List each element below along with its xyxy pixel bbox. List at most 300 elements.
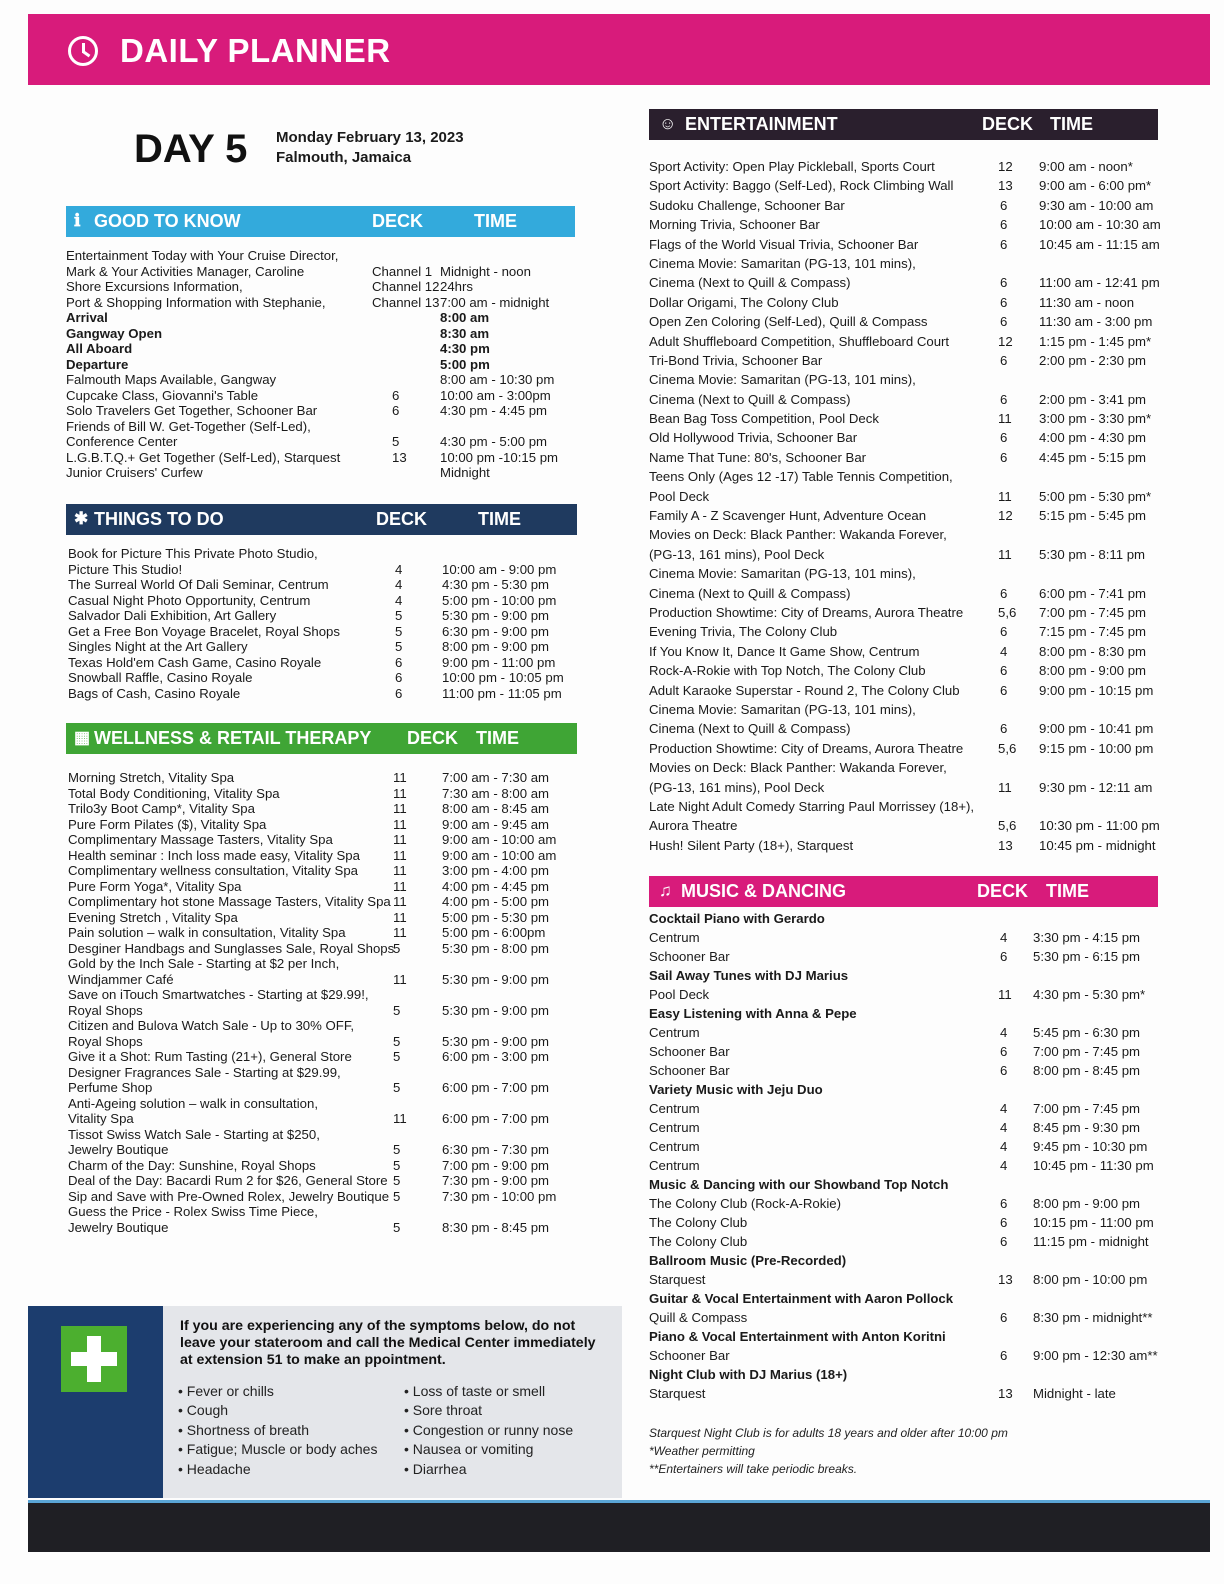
item-time: 5:30 pm - 9:00 pm xyxy=(442,971,550,987)
entertainment-header xyxy=(649,109,1158,140)
item-name: Guess the Price - Rolex Swiss Time Piece, xyxy=(68,1204,318,1219)
list-item xyxy=(649,1291,1158,1310)
item-time: 9:45 pm - 10:30 pm xyxy=(1033,1139,1148,1154)
symptom-text: • Cough xyxy=(178,1402,229,1419)
item-time: 7:30 am - 8:00 am xyxy=(442,785,550,801)
item-name: Complimentary Massage Tasters, Vitality Spa xyxy=(68,832,333,847)
symptom-text: • Diarrhea xyxy=(404,1460,467,1477)
item-name: Sail Away Tunes with DJ Marius xyxy=(649,968,849,983)
item-name: Adult Shuffleboard Competition, Shuffleboard Court xyxy=(649,333,950,349)
item-time: 6:00 pm - 7:41 pm xyxy=(1039,585,1147,601)
item-name: Cocktail Piano with Gerardo xyxy=(649,911,825,926)
item-name: Sudoku Challenge, Schooner Bar xyxy=(649,197,845,213)
item-name: Texas Hold'em Cash Game, Casino Royale xyxy=(68,654,322,670)
item-time: 7:30 pm - 10:00 pm xyxy=(442,1188,557,1204)
item-deck: 6 xyxy=(392,403,400,418)
item-name: Mark & Your Activities Manager, Caroline xyxy=(66,263,305,279)
list-item xyxy=(649,721,1158,740)
person-icon: ✱ xyxy=(74,509,89,528)
item-name: Family A - Z Scavenger Hunt, Adventure Ocean xyxy=(649,508,927,524)
list-item xyxy=(649,489,1158,508)
item-deck: 4 xyxy=(1000,1120,1008,1135)
item-time: 9:00 pm - 10:41 pm xyxy=(1039,721,1154,737)
item-name: Perfume Shop xyxy=(68,1080,153,1095)
list-item xyxy=(649,334,1158,353)
item-time: 2:00 pm - 2:30 pm xyxy=(1039,352,1147,368)
list-item xyxy=(68,546,577,562)
item-name: Pain solution – walk in consultation, Vitality Spa xyxy=(68,925,346,940)
item-name: Falmouth Maps Available, Gangway xyxy=(66,372,277,387)
item-time: 11:30 am - 3:00 pm xyxy=(1039,314,1153,330)
list-item xyxy=(649,1158,1158,1177)
item-deck: 4 xyxy=(1000,930,1008,945)
item-deck: 6 xyxy=(1000,236,1008,252)
list-item xyxy=(649,1253,1158,1272)
item-deck: 11 xyxy=(393,971,407,987)
item-deck: 13 xyxy=(392,449,407,465)
item-time: 10:30 pm - 11:00 pm xyxy=(1039,818,1160,834)
item-time: 9:00 am - 10:00 am xyxy=(442,847,557,863)
item-time: 7:30 pm - 9:00 pm xyxy=(442,1173,550,1188)
item-time: 7:15 pm - 7:45 pm xyxy=(1039,624,1147,640)
list-item xyxy=(649,314,1158,333)
list-item xyxy=(68,1111,577,1127)
item-name: Flags of the World Visual Trivia, Schooner Bar xyxy=(649,236,919,252)
symptom-text: • Fever or chills xyxy=(178,1383,274,1399)
item-deck: 11 xyxy=(393,909,407,925)
list-item xyxy=(68,832,577,848)
item-deck: 5 xyxy=(393,1188,401,1204)
list-item xyxy=(68,1204,577,1220)
item-time: 6:00 pm - 7:00 pm xyxy=(442,1111,550,1126)
item-deck: 12 xyxy=(998,159,1013,174)
list-item xyxy=(68,686,577,702)
item-time: 2:00 pm - 3:41 pm xyxy=(1039,391,1147,407)
item-deck: 13 xyxy=(998,178,1013,194)
item-time: 8:00 am - 10:30 pm xyxy=(440,372,555,387)
item-time: 3:30 pm - 4:15 pm xyxy=(1033,930,1141,945)
item-deck: 12 xyxy=(998,508,1013,524)
symptom-text: • Shortness of breath xyxy=(178,1421,309,1438)
list-item xyxy=(68,639,577,655)
item-deck: 11 xyxy=(998,411,1012,427)
symptom-text: • Nausea or vomiting xyxy=(404,1441,534,1458)
item-name: Snowball Raffle, Casino Royale xyxy=(68,670,253,685)
item-name: Salvador Dali Exhibition, Art Gallery xyxy=(68,608,277,623)
item-name: Tri-Bond Trivia, Schooner Bar xyxy=(649,352,823,368)
item-name: Production Showtime: City of Dreams, Aurora Theatre xyxy=(649,740,964,756)
list-item xyxy=(649,1386,1158,1405)
item-deck: 6 xyxy=(1000,1215,1008,1230)
item-name: Schooner Bar xyxy=(649,1063,730,1078)
list-item xyxy=(649,450,1158,469)
item-deck: 6 xyxy=(395,654,403,670)
item-time: 8:00 am - 8:45 am xyxy=(442,801,550,816)
item-name: Picture This Studio! xyxy=(68,561,183,577)
day-label: DAY 5 xyxy=(134,127,248,171)
item-deck: 6 xyxy=(1000,391,1008,407)
item-time: 8:00 pm - 9:00 pm xyxy=(1033,1196,1141,1211)
item-name: (PG-13, 161 mins), Pool Deck xyxy=(649,779,825,795)
symptom-item xyxy=(178,1440,377,1459)
time-header: TIME xyxy=(474,211,517,231)
item-time: 10:45 pm - 11:30 pm xyxy=(1033,1158,1154,1173)
item-name: Easy Listening with Anna & Pepe xyxy=(649,1006,857,1021)
item-name: Pure Form Yoga*, Vitality Spa xyxy=(68,878,242,894)
item-time: 6:00 pm - 7:00 pm xyxy=(442,1080,550,1095)
list-item xyxy=(68,1080,577,1096)
list-item xyxy=(649,1139,1158,1158)
item-time: 9:00 pm - 11:00 pm xyxy=(442,654,556,670)
item-deck: 11 xyxy=(393,847,407,863)
list-item xyxy=(68,817,577,833)
item-time: Midnight - noon xyxy=(440,263,531,279)
list-item xyxy=(649,1101,1158,1120)
item-deck: 4 xyxy=(1000,1101,1008,1116)
item-name: Departure xyxy=(66,356,129,372)
symptom-item xyxy=(178,1401,377,1420)
item-name: Gangway Open xyxy=(66,325,162,341)
symptom-text: • Headache xyxy=(178,1460,251,1477)
list-item xyxy=(649,605,1158,624)
item-deck: 11 xyxy=(393,925,407,940)
item-time: 8:00 pm - 9:00 pm xyxy=(1039,663,1147,679)
item-deck: 6 xyxy=(1000,1234,1008,1249)
list-item xyxy=(649,1215,1158,1234)
item-name: Starquest xyxy=(649,1272,706,1287)
item-deck: 6 xyxy=(1000,949,1008,964)
symptom-item xyxy=(404,1440,573,1459)
list-item xyxy=(649,547,1158,566)
item-name: Friends of Bill W. Get-Together (Self-Led), xyxy=(66,418,311,434)
clock-icon xyxy=(68,36,98,66)
list-item xyxy=(66,372,575,388)
symptom-item xyxy=(178,1382,377,1401)
item-deck: 11 xyxy=(998,987,1012,1002)
list-item xyxy=(649,799,1158,818)
item-deck: 11 xyxy=(393,1111,407,1126)
item-deck: 6 xyxy=(1000,352,1008,368)
wellness-list xyxy=(68,770,577,1235)
item-deck: 6 xyxy=(1000,585,1008,601)
item-deck: 6 xyxy=(1000,1044,1008,1059)
item-name: Casual Night Photo Opportunity, Centrum xyxy=(68,592,311,608)
item-time: 5:45 pm - 6:30 pm xyxy=(1033,1025,1141,1040)
item-deck: 13 xyxy=(998,1386,1013,1401)
symptom-text: • Congestion or runny nose xyxy=(404,1421,574,1438)
item-time: 10:15 pm - 11:00 pm xyxy=(1033,1215,1154,1230)
list-item xyxy=(68,624,577,640)
list-item xyxy=(68,1003,577,1019)
list-item xyxy=(649,949,1158,968)
item-time: Midnight xyxy=(440,465,490,480)
footnote: *Weather permitting xyxy=(649,1444,755,1458)
item-name: Schooner Bar xyxy=(649,1348,730,1363)
list-item xyxy=(68,910,577,926)
item-deck: 11 xyxy=(393,894,407,909)
item-name: Movies on Deck: Black Panther: Wakanda Forever, xyxy=(649,527,947,543)
things-to-do-header xyxy=(66,504,577,535)
item-name: Dollar Origami, The Colony Club xyxy=(649,294,839,310)
item-name: Guitar & Vocal Entertainment with Aaron Pollock xyxy=(649,1291,954,1306)
list-item xyxy=(649,1063,1158,1082)
item-name: Name That Tune: 80's, Schooner Bar xyxy=(649,449,867,465)
section-title: MUSIC & DANCING xyxy=(681,881,846,901)
list-item xyxy=(649,780,1158,799)
item-deck: 5 xyxy=(392,434,400,449)
item-time: 4:30 pm - 4:45 pm xyxy=(440,403,548,418)
item-time: 6:30 pm - 7:30 pm xyxy=(442,1142,550,1157)
spa-icon: ▦ xyxy=(74,728,91,747)
item-name: Anti-Ageing solution – walk in consultation, xyxy=(68,1095,318,1111)
item-name: Schooner Bar xyxy=(649,1044,730,1059)
info-icon: ℹ xyxy=(74,211,81,230)
item-name: Movies on Deck: Black Panther: Wakanda Forever, xyxy=(649,760,947,776)
item-time: 8:30 am xyxy=(440,325,490,341)
item-time: 5:30 pm - 9:00 pm xyxy=(442,1002,550,1018)
item-name: Cinema Movie: Samaritan (PG-13, 101 mins), xyxy=(649,566,916,582)
item-time: 8:45 pm - 9:30 pm xyxy=(1033,1120,1141,1135)
item-name: Gold by the Inch Sale - Starting at $2 per Inch, xyxy=(68,956,340,971)
list-item xyxy=(68,1189,577,1205)
item-name: Solo Travelers Get Together, Schooner Bar xyxy=(66,403,318,418)
section-title: THINGS TO DO xyxy=(94,509,224,529)
item-name: Give it a Shot: Rum Tasting (21+), General Store xyxy=(68,1049,352,1064)
item-name: Shore Excursions Information, xyxy=(66,279,243,294)
symptom-item xyxy=(404,1460,573,1479)
symptom-text: • Loss of taste or smell xyxy=(404,1383,546,1399)
list-item xyxy=(68,1065,577,1081)
list-item xyxy=(68,956,577,972)
symptom-item xyxy=(404,1421,573,1440)
item-time: 11:30 am - noon xyxy=(1039,294,1135,310)
list-item xyxy=(649,430,1158,449)
list-item xyxy=(649,1196,1158,1215)
item-time: 9:30 pm - 12:11 am xyxy=(1039,779,1153,795)
item-name: Cinema (Next to Quill & Compass) xyxy=(649,275,851,291)
item-deck: 6 xyxy=(1000,1310,1008,1325)
item-name: Evening Trivia, The Colony Club xyxy=(649,624,838,640)
item-name: Total Body Conditioning, Vitality Spa xyxy=(68,785,280,801)
item-deck: 13 xyxy=(998,837,1013,853)
list-item xyxy=(649,1120,1158,1139)
item-deck: 11 xyxy=(393,878,407,894)
list-item xyxy=(649,275,1158,294)
medical-notice xyxy=(28,1306,622,1498)
item-deck: 11 xyxy=(393,816,407,832)
item-name: Morning Stretch, Vitality Spa xyxy=(68,770,235,785)
item-name: Save on iTouch Smartwatches - Starting at $29.99!, xyxy=(68,987,369,1002)
list-item xyxy=(649,1329,1158,1348)
item-time: 4:30 pm - 5:30 pm xyxy=(442,577,550,592)
item-deck: 5 xyxy=(395,639,403,654)
item-name: Cinema Movie: Samaritan (PG-13, 101 mins), xyxy=(649,255,916,271)
list-item xyxy=(68,925,577,941)
item-deck: 6 xyxy=(1000,197,1008,213)
item-deck: 5 xyxy=(393,1142,401,1157)
item-time: 5:15 pm - 5:45 pm xyxy=(1039,508,1147,524)
item-name: Hush! Silent Party (18+), Starquest xyxy=(649,837,854,853)
item-name: Bags of Cash, Casino Royale xyxy=(68,685,241,701)
item-time: 5:30 pm - 9:00 pm xyxy=(442,608,550,623)
list-item xyxy=(649,586,1158,605)
item-time: 9:30 am - 10:00 am xyxy=(1039,197,1154,213)
list-item xyxy=(649,178,1158,197)
item-time: 5:30 pm - 8:11 pm xyxy=(1039,546,1146,562)
list-item xyxy=(68,972,577,988)
item-deck: 13 xyxy=(998,1272,1013,1287)
item-deck: Channel 1 xyxy=(372,263,433,279)
item-time: 8:00 pm - 9:00 pm xyxy=(442,639,550,654)
item-name: Centrum xyxy=(649,1139,700,1154)
item-deck: 5,6 xyxy=(998,604,1017,620)
item-deck: 4 xyxy=(395,592,403,608)
item-name: Conference Center xyxy=(66,434,178,449)
item-time: 8:00 pm - 10:00 pm xyxy=(1033,1272,1148,1287)
item-time: 9:00 pm - 12:30 am** xyxy=(1033,1348,1158,1363)
item-name: Schooner Bar xyxy=(649,949,730,964)
item-time: 9:00 am - 9:45 am xyxy=(442,816,550,832)
item-time: 9:00 am - 6:00 pm* xyxy=(1039,178,1152,194)
list-item xyxy=(68,1096,577,1112)
item-name: Cinema Movie: Samaritan (PG-13, 101 mins), xyxy=(649,372,916,388)
item-name: Pool Deck xyxy=(649,488,710,504)
item-name: Complimentary hot stone Massage Tasters, Vitality Spa xyxy=(68,894,391,909)
list-item xyxy=(68,1127,577,1143)
item-time: 4:30 pm xyxy=(440,341,490,356)
list-item xyxy=(66,450,575,466)
list-item xyxy=(68,608,577,624)
item-name: Desginer Handbags and Sunglasses Sale, Royal Shops xyxy=(68,940,395,956)
item-time: 8:00 am xyxy=(440,310,490,325)
item-deck: 6 xyxy=(1000,663,1008,679)
list-item xyxy=(649,237,1158,256)
item-name: Production Showtime: City of Dreams, Aurora Theatre xyxy=(649,604,964,620)
item-name: Adult Karaoke Superstar - Round 2, The Colony Club xyxy=(649,682,960,698)
item-name: Jewelry Boutique xyxy=(68,1219,169,1235)
medical-message: If you are experiencing any of the symptoms below, do not leave your stateroom and call the Medical Center immediately at extension 51 to make an ppointment. xyxy=(180,1318,596,1368)
symptoms-left xyxy=(178,1382,377,1479)
item-name: Bean Bag Toss Competition, Pool Deck xyxy=(649,411,879,427)
item-time: 5:00 pm - 5:30 pm xyxy=(442,909,550,925)
item-deck: 6 xyxy=(1000,721,1008,737)
item-name: Health seminar : Inch loss made easy, Vitality Spa xyxy=(68,847,360,863)
list-item xyxy=(649,159,1158,178)
item-name: Sport Activity: Open Play Pickleball, Sports Court xyxy=(649,159,935,174)
list-item xyxy=(649,353,1158,372)
list-item xyxy=(68,670,577,686)
list-item xyxy=(649,1082,1158,1101)
symptom-item xyxy=(404,1401,573,1420)
item-deck: 6 xyxy=(1000,624,1008,640)
item-deck: 5 xyxy=(393,1219,401,1235)
item-time: 8:30 pm - 8:45 pm xyxy=(442,1219,550,1235)
item-time: 3:00 pm - 4:00 pm xyxy=(442,863,550,878)
item-time: 10:45 am - 11:15 am xyxy=(1039,236,1160,252)
list-item xyxy=(66,326,575,342)
item-deck: 5 xyxy=(395,623,403,639)
list-item xyxy=(649,1310,1158,1329)
item-deck: 11 xyxy=(998,488,1012,504)
item-time: 11:00 am - 12:41 pm xyxy=(1039,275,1160,291)
item-name: Centrum xyxy=(649,930,700,945)
list-item xyxy=(66,357,575,373)
item-name: Windjammer Café xyxy=(68,971,174,987)
item-time: 10:00 pm - 10:05 pm xyxy=(442,670,564,685)
item-name: The Colony Club xyxy=(649,1234,748,1249)
list-item xyxy=(68,655,577,671)
item-deck: 4 xyxy=(395,577,403,592)
item-time: 4:00 pm - 4:45 pm xyxy=(442,878,550,894)
list-item xyxy=(649,527,1158,546)
symptom-item xyxy=(404,1382,573,1401)
item-name: Cinema (Next to Quill & Compass) xyxy=(649,391,851,407)
time-header: TIME xyxy=(478,509,521,529)
item-deck: 5 xyxy=(393,1002,401,1018)
list-item xyxy=(649,469,1158,488)
list-item xyxy=(68,1142,577,1158)
item-name: Royal Shops xyxy=(68,1033,143,1049)
item-time: Midnight - late xyxy=(1033,1386,1116,1401)
list-item xyxy=(68,562,577,578)
section-title: ENTERTAINMENT xyxy=(685,114,838,134)
list-item xyxy=(66,279,575,295)
item-name: Arrival xyxy=(66,310,108,325)
item-deck: 11 xyxy=(393,785,407,801)
list-item xyxy=(649,295,1158,314)
item-name: Night Club with DJ Marius (18+) xyxy=(649,1367,848,1382)
item-name: Get a Free Bon Voyage Bracelet, Royal Shops xyxy=(68,623,340,639)
item-time: 8:30 pm - midnight** xyxy=(1033,1310,1153,1325)
list-item xyxy=(649,217,1161,236)
list-item xyxy=(68,577,577,593)
list-item xyxy=(66,341,575,357)
item-name: Aurora Theatre xyxy=(649,818,738,834)
time-header: TIME xyxy=(476,728,519,748)
symptom-text: • Fatigue; Muscle or body aches xyxy=(178,1441,378,1458)
deck-header: DECK xyxy=(407,728,459,748)
list-item xyxy=(649,760,1158,779)
section-title: GOOD TO KNOW xyxy=(94,211,241,231)
item-deck: 5,6 xyxy=(998,740,1017,756)
list-item xyxy=(66,403,575,419)
item-deck: 5 xyxy=(393,1157,401,1173)
item-time: 4:00 pm - 4:30 pm xyxy=(1039,430,1147,446)
item-deck: 5 xyxy=(395,608,403,623)
list-item xyxy=(649,198,1158,217)
list-item xyxy=(649,1234,1158,1253)
list-item xyxy=(649,1177,1158,1196)
item-name: Trilo3y Boot Camp*, Vitality Spa xyxy=(68,801,255,816)
item-deck: 6 xyxy=(1000,1348,1008,1363)
list-item xyxy=(68,1173,577,1189)
symptom-item xyxy=(178,1421,377,1440)
item-time: 5:30 pm - 9:00 pm xyxy=(442,1033,550,1049)
list-item xyxy=(649,372,1158,391)
item-time: 10:00 am - 3:00pm xyxy=(440,387,551,403)
item-name: Complimentary wellness consultation, Vitality Spa xyxy=(68,863,359,878)
list-item xyxy=(66,248,575,264)
item-deck: 6 xyxy=(1000,314,1008,330)
item-name: Cinema (Next to Quill & Compass) xyxy=(649,585,851,601)
item-name: Morning Trivia, Schooner Bar xyxy=(649,217,820,233)
item-deck: 6 xyxy=(392,387,400,403)
item-time: 9:00 am - noon* xyxy=(1039,159,1133,174)
item-name: Jewelry Boutique xyxy=(68,1142,169,1157)
item-name: Royal Shops xyxy=(68,1002,143,1018)
item-deck: 11 xyxy=(393,863,407,878)
list-item xyxy=(649,624,1158,643)
